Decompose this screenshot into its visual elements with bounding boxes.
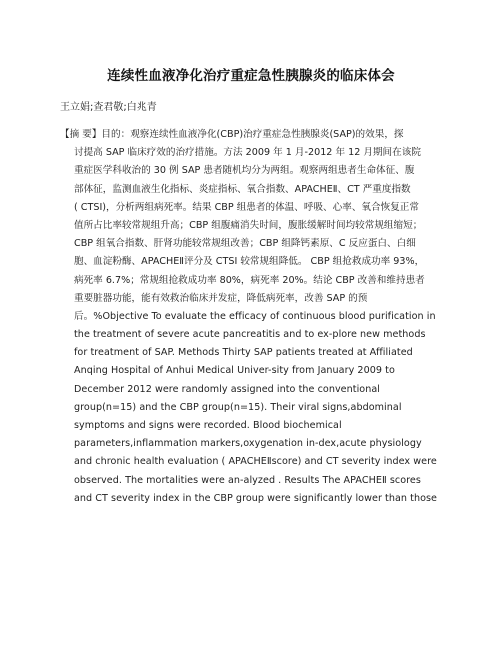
- abstract-line: and CT severity index in the CBP group were significantly lower than those: [74, 492, 438, 504]
- abstract-line: for treatment of SAP. Methods Thirty SAP patients treated at Affiliated: [74, 347, 413, 359]
- abstract-line: and chronic health evaluation ( APACHEⅡscore) and CT severity index were: [74, 456, 437, 468]
- abstract-line: 【摘 要】目的：观察连续性血液净化(CBP)治疗重症急性胰腺炎(SAP)的效果，探: [60, 129, 404, 140]
- abstract-line: 部体征，监测血液生化指标、炎症指标、氧合指数、APACHEⅡ、CT 严重度指数: [74, 183, 411, 195]
- abstract-line: Anqing Hospital of Anhui Medical Univer-sity from January 2009 to: [74, 365, 395, 377]
- paper-authors: 王立娟;查君敬;白兆青: [60, 102, 157, 113]
- abstract-line: ( CTSI)，分析两组病死率。结果 CBP 组患者的体温、呼吸、心率、氧合恢复正常: [74, 201, 419, 213]
- paper-title: 连续性血液净化治疗重症急性胰腺炎的临床体会: [107, 68, 395, 84]
- abstract-line: 后。%Objective To evaluate the efficacy of continuous blood purification in: [74, 310, 436, 322]
- abstract-line: 讨提高 SAP 临床疗效的治疗措施。方法 2009 年 1 月-2012 年 12 月期间在该院: [74, 147, 421, 159]
- abstract-line: observed. The mortalities were an-alyzed . Results The APACHEⅡ scores: [74, 474, 421, 486]
- abstract-line: 重要脏器功能，能有效救治临床并发症，降低病死率，改善 SAP 的预: [74, 292, 368, 304]
- abstract-line: symptoms and signs were recorded. Blood biochemical: [74, 420, 342, 431]
- abstract-line: 胞、血淀粉酶、APACHEⅡ评分及 CTSI 较常规组降低。 CBP 组抢救成功率 93%，: [74, 256, 425, 268]
- abstract-line: CBP 组氧合指数、肝肾功能较常规组改善；CBP 组降钙素原、C 反应蛋白、白细: [74, 238, 416, 250]
- abstract-line: December 2012 were randomly assigned into the conventional: [74, 383, 380, 395]
- abstract-line: 值所占比率较常规组升高；CBP 组腹痛消失时间，腹胀缓解时间均较常规组缩短；: [74, 219, 423, 231]
- abstract-line: 重症医学科收治的 30 例 SAP 患者随机均分为两组。观察两组患者生命体征、腹: [74, 165, 415, 177]
- abstract-line: parameters,inflammation markers,oxygenation in-dex,acute physiology: [74, 438, 422, 450]
- abstract-block: [60, 126, 450, 508]
- abstract-line: the treatment of severe acute pancreatitis and to ex-plore new methods: [74, 329, 426, 341]
- abstract-line: group(n=15) and the CBP group(n=15). Their viral signs,abdominal: [74, 401, 402, 413]
- abstract-line: 病死率 6.7%；常规组抢救成功率 80%，病死率 20%。结论 CBP 改善和维持患者: [74, 274, 425, 286]
